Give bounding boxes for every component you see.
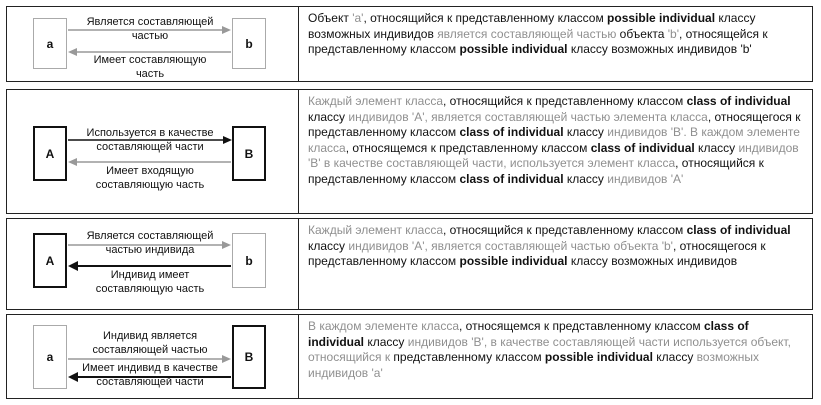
description-segment: классу возможных индивидов [567, 42, 741, 56]
description-segment: class of individual [459, 171, 564, 186]
relation-arrows [7, 7, 299, 83]
description-segment: , относящемся к представленному классом [345, 140, 591, 155]
description-segment: Каждый элемент класса [308, 223, 444, 237]
description-segment: В каждом элементе класса [308, 319, 460, 333]
description-segment: возможных индивидов 'a' [308, 350, 760, 380]
label-line: составляющей части [96, 141, 204, 153]
description-segment: Каждый элемент класса [308, 94, 444, 108]
table-row [6, 89, 813, 214]
label-line: частью [131, 30, 169, 42]
description-segment: , относящийся к представленному классом [443, 94, 687, 108]
description-segment: индивидов 'A' [607, 171, 684, 186]
description-segment: 'b' [667, 26, 680, 41]
label-line: Индивид является [102, 330, 198, 342]
relation-diagram [7, 90, 299, 213]
description-segment: индивидов 'B', в качестве составляющей части используется объект, относящийся к [308, 334, 791, 364]
description-segment: class of individual [686, 94, 791, 108]
label-line: Является составляющей [86, 16, 214, 28]
description-segment: классу [563, 171, 608, 186]
description-segment: индивидов 'A', является составляющей частью элемента класса [348, 109, 708, 124]
description-segment: является составляющей частью [437, 26, 617, 41]
left-box-label: A [45, 146, 55, 161]
label-line: составляющую часть [95, 283, 205, 295]
label-line: Индивид имеет [110, 269, 190, 281]
relation-description [308, 11, 806, 58]
description-segment: , относящегося к представленному классом [308, 109, 801, 139]
description-segment: 'b' [740, 42, 752, 56]
description-segment: , относящийся к представленному классом [363, 11, 608, 25]
description-segment: индивидов 'A', является составляющей частью объекта 'b' [348, 238, 673, 253]
description-segment: индивидов 'B' в качестве составляющей части, используется элемент класса [308, 140, 799, 170]
right-box-label: B [244, 146, 254, 161]
relation-diagram [7, 219, 299, 309]
description-segment: классу возможных индивидов [567, 254, 738, 268]
backward-arrow-head [68, 372, 78, 382]
description-segment: class of individual [590, 140, 695, 155]
backward-arrow-head [68, 158, 77, 166]
label-line: составляющую часть [95, 179, 205, 191]
forward-arrow-head [223, 136, 232, 144]
description-segment: possible individual [544, 350, 653, 364]
description-segment: Объект [308, 11, 353, 25]
description-segment: классу возможных индивидов [308, 11, 756, 41]
description-segment: class of individual [459, 125, 564, 139]
description-segment: , относящегося к представленному классом [308, 238, 766, 268]
left-box-label: a [46, 350, 54, 364]
description-segment: , относящийся к представленному классом [308, 156, 764, 186]
forward-arrow-head [222, 26, 231, 34]
description-segment: , относящийся к представленному классом [443, 223, 687, 237]
relation-diagram [7, 315, 299, 398]
relation-description [308, 94, 806, 187]
backward-arrow-head [68, 48, 77, 56]
table-row [6, 314, 813, 399]
table-row [6, 218, 813, 310]
description-segment: possible individual [459, 254, 568, 268]
description-segment: , относящейся к представленному классом [308, 26, 768, 56]
label-line: составляющей части [96, 376, 204, 388]
right-box-label: b [245, 253, 253, 268]
label-line: Используется в качестве [86, 127, 214, 139]
label-line: Имеет входящую [106, 165, 194, 177]
relation-arrows [7, 90, 299, 215]
description-segment: индивидов 'B'. В каждом элементе класса [308, 125, 800, 155]
relation-arrows [7, 219, 299, 311]
description-segment: представленному классом [390, 350, 545, 364]
description-segment: объекта [616, 26, 668, 41]
description-segment: possible individual [459, 42, 568, 56]
relation-description [308, 223, 806, 270]
relations-table [6, 6, 813, 399]
description-segment: классу [308, 238, 349, 253]
left-box-label: a [46, 36, 54, 51]
forward-arrow-head [222, 241, 231, 249]
label-line: составляющей частью [92, 344, 208, 356]
description-segment: классу [563, 125, 608, 139]
description-segment: 'a' [352, 11, 364, 25]
right-box-label: b [245, 36, 253, 51]
label-line: часть [135, 68, 165, 80]
description-segment: class of individual [686, 223, 791, 237]
label-line: Является составляющей [86, 230, 214, 242]
relation-diagram [7, 7, 299, 81]
left-box-label: A [45, 253, 55, 268]
description-segment: классу [364, 334, 408, 349]
right-box-label: B [244, 350, 254, 364]
label-line: Имеет индивид в качестве [82, 362, 218, 374]
backward-arrow-head [68, 261, 78, 271]
description-segment: классу [694, 140, 739, 155]
description-segment: классу [308, 109, 349, 124]
forward-arrow-head [222, 355, 231, 363]
relation-arrows [7, 315, 299, 400]
description-segment: классу [652, 350, 697, 364]
label-line: Имеет составляющую [93, 54, 207, 66]
table-row [6, 6, 813, 82]
description-segment: , относящемся к представленному классом [459, 319, 704, 333]
description-segment: class of individual [308, 319, 749, 349]
label-line: частью индивида [105, 244, 195, 256]
description-segment: possible individual [607, 11, 716, 25]
relation-description [308, 319, 806, 381]
